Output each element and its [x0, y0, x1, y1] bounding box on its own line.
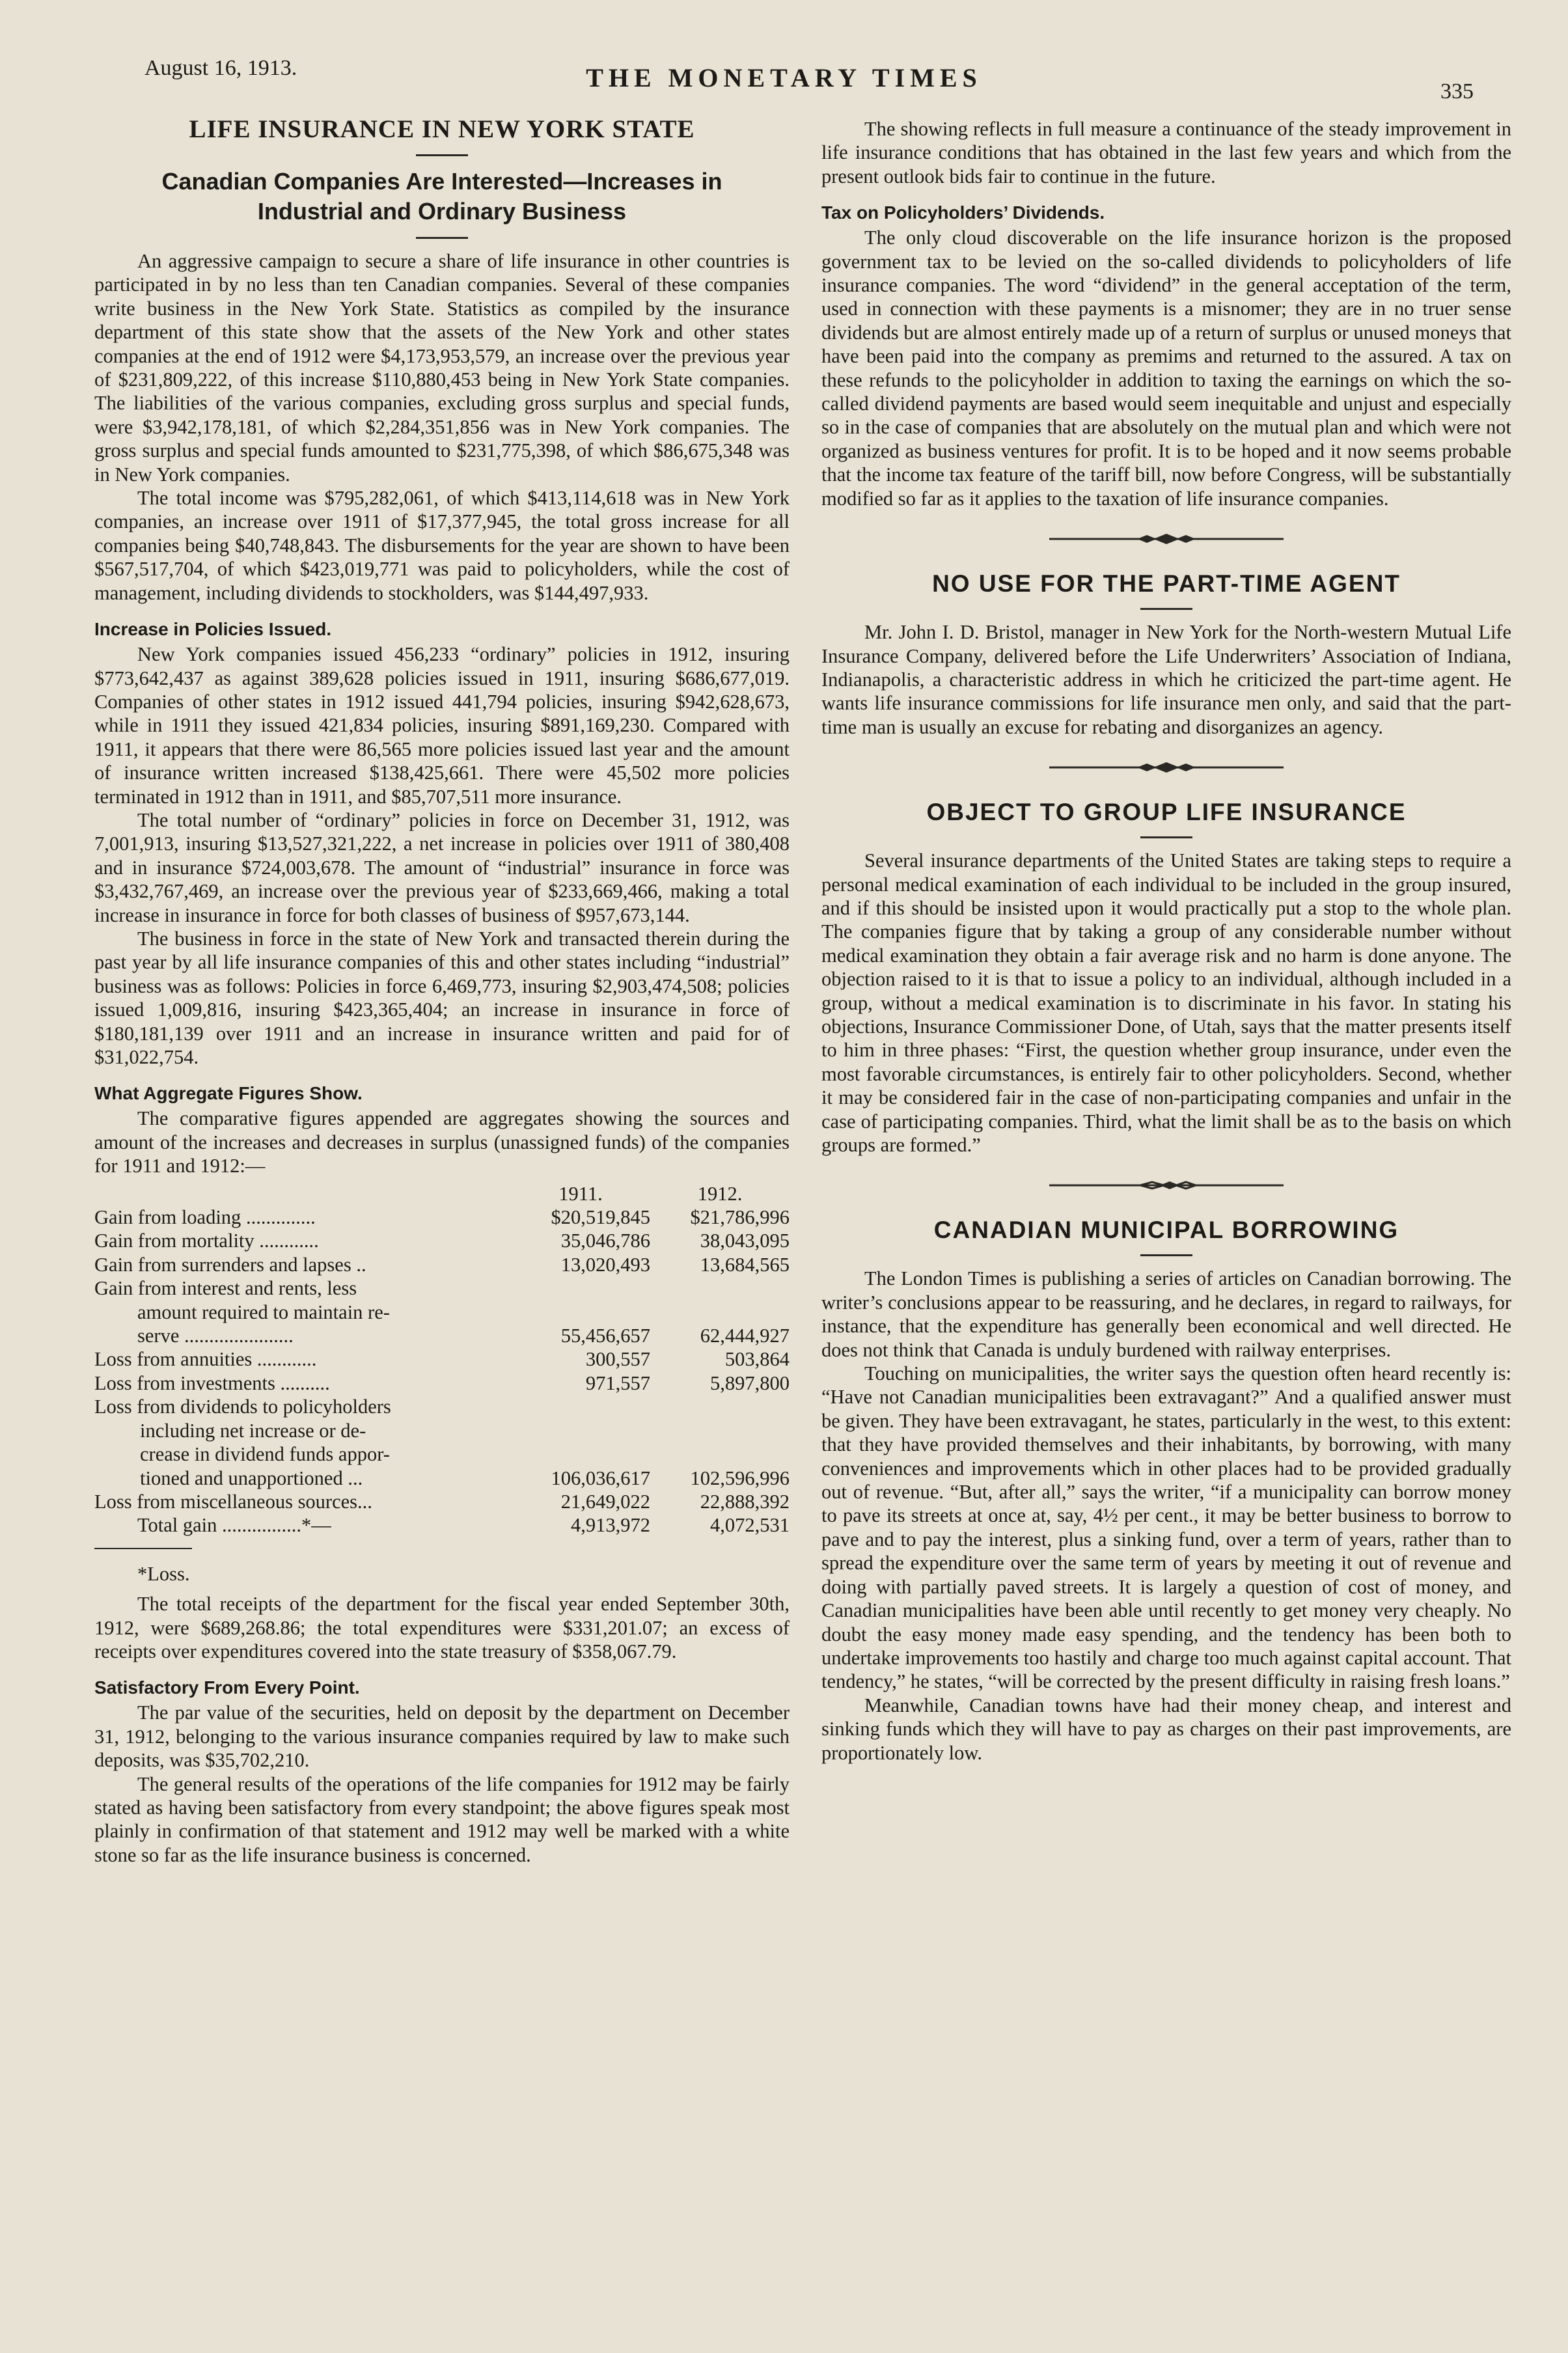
ornament-rule-icon: [1049, 761, 1284, 774]
masthead: [0, 52, 1568, 104]
value-1911: 106,036,617: [551, 1466, 650, 1489]
section-heading: What Aggregate Figures Show.: [94, 1083, 363, 1104]
title-rule: [1140, 608, 1192, 610]
table-footnote: *Loss.: [137, 1562, 190, 1585]
page-number: 335: [1440, 79, 1474, 103]
dot-leader: ...: [357, 1490, 372, 1513]
right-column: [821, 117, 1511, 1765]
paragraph: The total income was $795,282,061, of which $413,114,618 was in New York companies, an increase over 1911 of $17,377,945, the total gross increase for all companies being $40,748,843. The disbursements for the year are shown to have been $567,517,704, of which $423,019,771 was paid to policyholders, while the cost of management, including dividends to stockholders, was $144,497,933.: [94, 487, 790, 604]
paragraph: An aggressive campaign to secure a share of life insurance in other countries is participated in by no less than ten Canadian companies. Several of these companies write business in the New York State. Statistics as compiled by the insurance department of this state show that the assets of the New York and other states companies at the end of 1912 were $4,173,953,579, an increase over the previous year of $231,809,222, of this increase $110,880,453 being in New York State companies. The liabilities of the various companies, excluding gross surplus and special funds, were $3,942,178,181, of which $2,284,351,856 was in New York companies. The gross surplus and special funds amounted to $231,775,398, of which $86,675,348 was in New York companies.: [94, 250, 790, 486]
table-row: [94, 1205, 790, 1229]
row-label: Gain from interest and rents, less: [94, 1277, 357, 1300]
value-1912: 503,864: [724, 1348, 790, 1371]
table-row: [94, 1347, 790, 1371]
ornament-rule-icon: [1049, 532, 1284, 545]
paragraph: Mr. John I. D. Bristol, manager in New York for the North-western Mutual Life Insurance Company, delivered before the Life Underwriters’ Association of Indiana, Indianapolis, a characteristic address in which he criticized the part-time agent. He wants life insurance commissions for life insurance men only, and said that the part-time man is usually an excuse for rebating and disorganizes an agency.: [821, 621, 1511, 738]
value-1912: $21,786,996: [690, 1206, 790, 1229]
paragraph: New York companies issued 456,233 “ordinary” policies in 1912, insuring $773,642,437 as against 389,628 policies issued in 1911, insuring $686,677,019. Companies of other states in 1912 issued 441,794 policies, insuring $942,628,673, while in 1911 they issued 421,834 policies, insuring $891,169,230. Compared with 1911, it appears that there were 86,565 more policies issued last year and the amount of insurance written increased $138,425,661. There were 45,502 more policies terminated in 1912 than in 1911, and $85,707,511 more insurance.: [94, 643, 790, 808]
row-label: Gain from mortality: [94, 1230, 254, 1252]
ornament-divider: [821, 761, 1511, 774]
row-label: Loss from annuities: [94, 1348, 253, 1371]
surplus-figures-table: [94, 1182, 790, 1537]
value-1911: 971,557: [585, 1371, 650, 1394]
table-row: [94, 1371, 790, 1395]
value-1912: 5,897,800: [710, 1371, 790, 1394]
subtitle-rule: [416, 237, 468, 239]
paragraph: The total number of “ordinary” policies in force on December 31, 1912, was 7,001,913, insuring $13,527,321,222, a net increase in policies over 1911 of 380,408 and in insurance $724,003,678. The amount of “industrial” insurance in force was $3,432,767,469, an increase over the previous year of $233,669,466, making a total increase in insurance in force for both classes of business of $957,673,144.: [94, 808, 790, 926]
dot-leader: ..: [351, 1253, 366, 1276]
row-label-continued: amount required to maintain re-: [137, 1300, 390, 1323]
dot-leader: ......................: [179, 1325, 294, 1347]
table-header-row: [94, 1182, 790, 1205]
title-rule: [1140, 1254, 1192, 1256]
dot-leader: ............: [254, 1230, 319, 1252]
table-row: [94, 1490, 790, 1513]
row-label: Loss from investments: [94, 1371, 275, 1394]
row-label-continued: including net increase or de-: [140, 1419, 366, 1442]
value-1911: 21,649,022: [560, 1490, 650, 1513]
row-label: Loss from dividends to policyholders: [94, 1396, 391, 1418]
value-1912: 62,444,927: [700, 1325, 790, 1347]
paragraph: Meanwhile, Canadian towns have had their money cheap, and interest and sinking funds which they will have to pay as charges on their past improvements, are proportionately low.: [821, 1694, 1511, 1764]
section-heading: Satisfactory From Every Point.: [94, 1677, 360, 1698]
column-header-1912: 1912.: [697, 1182, 743, 1205]
table-row: [94, 1276, 790, 1347]
paragraph: Touching on municipalities, the writer says the question often heard recently is: “Have not Canadian municipalities been extravagant?” And a qualified answer must be given. They have been extravagant, he states, particularly in the west, to this extent: that they have provided themselves and their inhabitants, by borrowing, with many conveniences and improvements which in other places had to be provided gradually out of revenue. “But, after all,” says the writer, “if a municipality can borrow money to pave its streets at once at, say, 4½ per cent., it may be better business to borrow to pave and to pay the interest, plus a sinking fund, over a term of years, rather than to spread the expenditure over the same term of years by meeting it out of revenue and doing with partially paved streets. It is largely a question of cost of money, and Canadian municipalities have been able until recently to get money very cheaply. No doubt the easy money made easy spending, and the tendency has been both to undertake improvements too hastily and charge too much against capital account. That tendency,” he states, “will be corrected by the present difficulty in raising fresh loans.”: [821, 1362, 1511, 1693]
paragraph: The only cloud discoverable on the life insurance horizon is the proposed government tax to be levied on the so-called dividends to policyholders of life insurance companies. The word “dividend” in the general acceptation of the term, used in connection with these payments is a misnomer; they are in no truer sense dividends but are almost entirely made up of a return of surplus or unused moneys that have been paid into the company as premims and returned to the assured. A tax on these refunds to the policyholder in addition to taxing the earnings on which the so-called dividend payments are based would seem inequitable and unjust and especially so in the case of companies that are absolutely on the mutual plan and which were not organized as business ventures for profit. It is to be hoped and it now seems probable that the income tax feature of the tariff bill, now before Congress, will be substantially modified so far as it applies to the taxation of life insurance companies.: [821, 227, 1511, 510]
article-title: CANADIAN MUNICIPAL BORROWING: [933, 1217, 1399, 1244]
issue-date: August 16, 1913.: [144, 56, 297, 80]
dot-leader: ............: [252, 1348, 317, 1371]
title-rule: [1140, 836, 1192, 838]
ornament-rule-icon: [1049, 1179, 1284, 1192]
table-row: [94, 1395, 790, 1490]
column-header-1911: 1911.: [558, 1182, 603, 1205]
table-row: [94, 1253, 790, 1276]
value-1911: 13,020,493: [560, 1253, 650, 1276]
table-row-total: [94, 1513, 790, 1537]
ornament-divider: [821, 1179, 1511, 1192]
value-1911: 4,913,972: [571, 1514, 650, 1537]
value-1912: 38,043,095: [700, 1230, 790, 1252]
dot-leader: ...: [342, 1466, 363, 1489]
paragraph: Several insurance departments of the United States are taking steps to require a personal medical examination of each individual to be included in the group insured, and if this should be insisted upon it would practically put a stop to the whole plan. The companies figure that by taking a group of any considerable number without medical examination they obtain a fair average risk and no harm is done anyone. The objection raised to it is that to issue a policy to an individual, although included in a group, without a medical examination is to discriminate in his favor. In stating his objections, Insurance Commissioner Done, of Utah, says that the matter presents itself to him in three phases: “First, the question whether group insurance, under even the most favorable circumstances, is entirely fair to other policyholders. Second, whether it may be considered fair in the case of non-participating companies and unfair in the case of participating companies. Third, what the limit shall be as to the basis on which groups are formed.”: [821, 849, 1511, 1156]
row-label: Loss from miscellaneous sources: [94, 1490, 358, 1513]
table-row: [94, 1229, 790, 1252]
table-footnote-rule: [94, 1548, 192, 1549]
value-1911: 55,456,657: [560, 1325, 650, 1347]
publication-title: THE MONETARY TIMES: [586, 63, 982, 92]
value-1911: 300,557: [585, 1348, 650, 1371]
article-title: OBJECT TO GROUP LIFE INSURANCE: [926, 799, 1407, 826]
article-title: LIFE INSURANCE IN NEW YORK STATE: [189, 115, 695, 143]
paragraph: The comparative figures appended are aggregates showing the sources and amount of the increases and decreases in surplus (unassigned funds) of the companies for 1911 and 1912:—: [94, 1107, 790, 1177]
article-title: NO USE FOR THE PART-TIME AGENT: [932, 570, 1401, 598]
dot-leader: ..........: [275, 1371, 330, 1394]
value-1912: 13,684,565: [700, 1253, 790, 1276]
paragraph: The showing reflects in full measure a continuance of the steady improvement in life insurance conditions that has obtained in the last few years and which from the present outlook bids fair to continue in the future.: [821, 118, 1511, 187]
row-label-continued: serve: [137, 1325, 180, 1347]
paragraph: The par value of the securities, held on deposit by the department on December 31, 1912, belonging to the various insurance companies required by law to make such deposits, was $35,702,210.: [94, 1701, 790, 1772]
section-heading: Increase in Policies Issued.: [94, 619, 332, 640]
paragraph: The total receipts of the department for the fiscal year ended September 30th, 1912, were $689,268.86; the total expenditures were $331,201.07; an excess of receipts over expenditures covered into the state treasury of $358,067.79.: [94, 1593, 790, 1662]
row-label: Gain from surrenders and lapses: [94, 1253, 351, 1276]
section-heading: Tax on Policyholders’ Dividends.: [821, 202, 1105, 223]
dot-leader: ..............: [241, 1206, 316, 1229]
value-1912: 22,888,392: [700, 1490, 790, 1513]
value-1912: 4,072,531: [710, 1514, 790, 1537]
value-1912: 102,596,996: [690, 1466, 790, 1489]
row-label-continued: crease in dividend funds appor-: [140, 1443, 390, 1466]
dot-leader: ................*—: [217, 1514, 331, 1537]
paragraph: The general results of the operations of the life companies for 1912 may be fairly stated as having been satisfactory from every standpoint; the above figures speak most plainly in confirmation of that statement and 1912 may well be marked with a white stone so far as the life insurance business is concerned.: [94, 1772, 790, 1866]
row-label-continued: tioned and unapportioned: [140, 1466, 343, 1489]
paragraph: The business in force in the state of New York and transacted therein during the past year by all life insurance companies of this and other states including “industrial” business was as follows: Policies in force 6,469,773, insuring $2,903,474,508; policies issued 1,009,816, insuring $423,365,404; an increase in insurance in force of $180,181,139 over 1911 and an increase in insurance written and paid for of $31,022,754.: [94, 927, 790, 1068]
row-label: Total gain: [137, 1514, 217, 1537]
value-1911: $20,519,845: [551, 1206, 650, 1229]
article-subtitle: Canadian Companies Are Interested—Increases in Industrial and Ordinary Business: [161, 168, 722, 225]
ornament-divider: [821, 532, 1511, 545]
title-rule: [416, 154, 468, 156]
row-label: Gain from loading: [94, 1206, 241, 1229]
left-column: [94, 115, 790, 1867]
value-1911: 35,046,786: [560, 1230, 650, 1252]
paragraph: The London Times is publishing a series of articles on Canadian borrowing. The writer’s conclusions appear to be reassuring, and he declares, in regard to railways, for instance, that the expenditure has generally been economical and well directed. He does not think that Canada is unduly burdened with railway enterprises.: [821, 1267, 1511, 1361]
